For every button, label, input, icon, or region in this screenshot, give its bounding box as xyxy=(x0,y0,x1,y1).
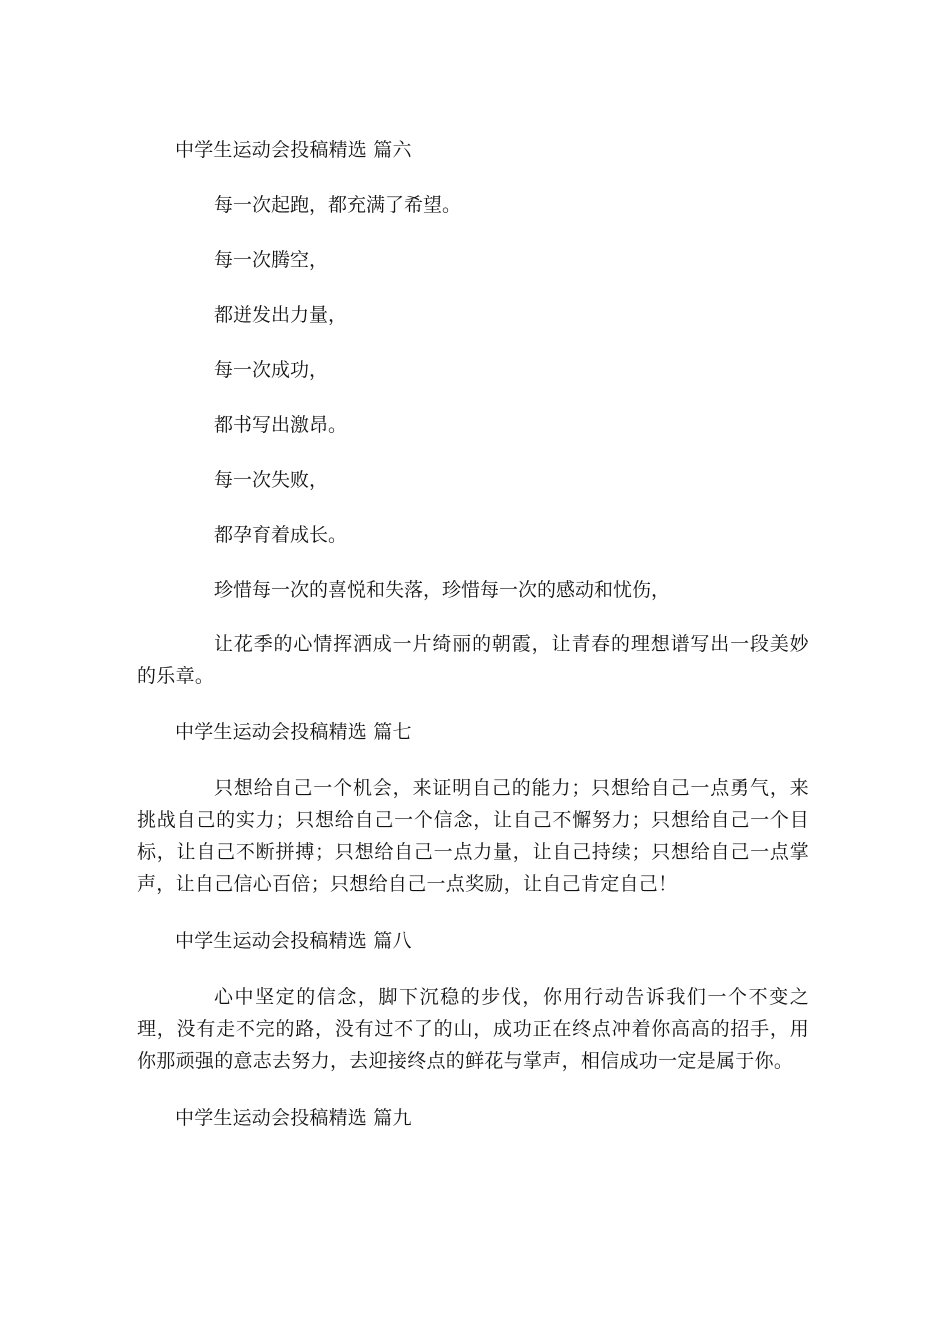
section-heading-8: 中学生运动会投稿精选 篇八 xyxy=(175,930,412,952)
section-7-paragraph: 只想给自己一个机会，来证明自己的能力；只想给自己一点勇气，来挑战自己的实力；只想给自己一个信念，让自己不懈努力；只想给自己一个目标，让自己不断拼搏；只想给自己一点力量，让自己持续；只想给自己一点掌声，让自己信心百倍；只想给自己一点奖励，让自己肯定自己！ xyxy=(137,777,809,895)
poem-line-5: 都书写出激昂。 xyxy=(214,414,348,436)
poem-line-2: 每一次腾空， xyxy=(214,249,329,271)
poem-line-8: 珍惜每一次的喜悦和失落，珍惜每一次的感动和忧伤， xyxy=(214,579,671,601)
poem-line-6: 每一次失败， xyxy=(214,469,329,491)
section-8-paragraph: 心中坚定的信念，脚下沉稳的步伐，你用行动告诉我们一个不变之理，没有走不完的路，没有过不了的山，成功正在终点冲着你高高的招手，用你那顽强的意志去努力，去迎接终点的鲜花与掌声，相信成功一定是属于你。 xyxy=(137,986,809,1072)
poem-line-1: 每一次起跑，都充满了希望。 xyxy=(214,194,462,216)
section-heading-7: 中学生运动会投稿精选 篇七 xyxy=(175,721,412,743)
poem-line-7: 都孕育着成长。 xyxy=(214,524,348,546)
section-heading-9: 中学生运动会投稿精选 篇九 xyxy=(175,1107,412,1129)
section-6-paragraph: 让花季的心情挥洒成一片绮丽的朝霞，让青春的理想谱写出一段美妙的乐章。 xyxy=(137,633,809,687)
poem-line-3: 都迸发出力量， xyxy=(214,304,348,326)
poem-line-4: 每一次成功， xyxy=(214,359,329,381)
section-heading-6: 中学生运动会投稿精选 篇六 xyxy=(175,139,412,161)
